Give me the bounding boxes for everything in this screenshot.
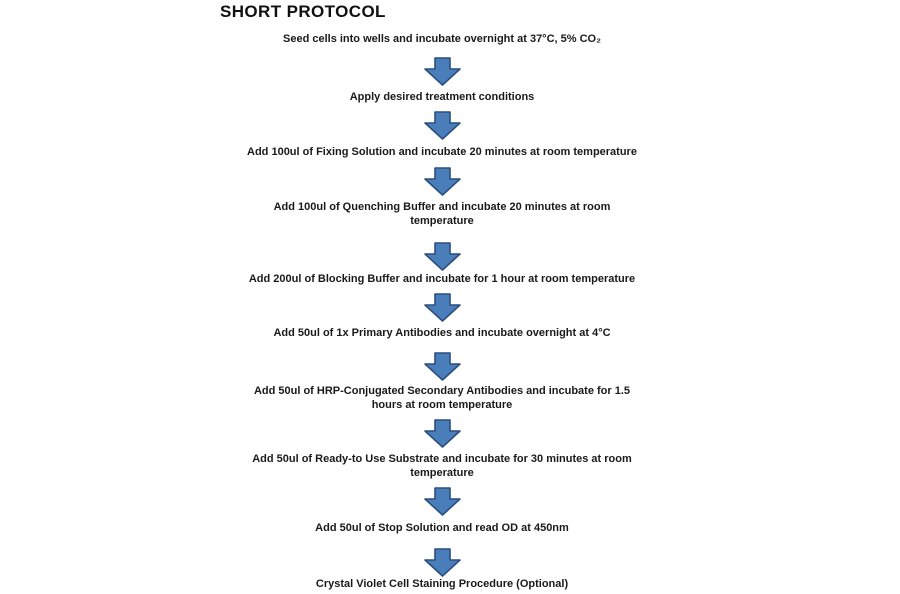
down-arrow-icon xyxy=(424,487,461,516)
arrow-shape xyxy=(425,243,460,270)
step-text: Seed cells into wells and incubate overnight at 37°C, 5% CO₂ xyxy=(283,33,601,45)
step-text: Add 50ul of HRP-Conjugated Secondary Antibodies and incubate for 1.5 xyxy=(253,385,631,397)
step-text: temperature xyxy=(410,467,474,479)
page-title: SHORT PROTOCOL xyxy=(220,2,386,21)
step-4-quenching-buffer xyxy=(0,200,884,228)
arrow-shape xyxy=(425,420,460,447)
step-text: Add 200ul of Blocking Buffer and incubate for 1 hour at room temperature xyxy=(248,273,636,285)
step-7-secondary-antibodies xyxy=(0,384,884,412)
down-arrow-icon xyxy=(424,548,461,577)
arrow-shape xyxy=(425,353,460,380)
step-text: Add 50ul of 1x Primary Antibodies and incubate overnight at 4°C xyxy=(273,327,611,339)
step-8-substrate xyxy=(0,452,884,480)
down-arrow-icon xyxy=(424,167,461,196)
down-arrow-icon xyxy=(424,352,461,381)
arrow-shape xyxy=(425,112,460,139)
down-arrow-icon xyxy=(424,419,461,448)
step-text: Add 100ul of Fixing Solution and incubate 20 minutes at room temperature xyxy=(247,146,637,158)
step-6-primary-antibodies xyxy=(0,326,884,340)
step-text: Add 100ul of Quenching Buffer and incubate 20 minutes at room xyxy=(273,201,611,213)
step-text: temperature xyxy=(410,215,474,227)
step-3-fixing-solution xyxy=(0,145,884,159)
step-text: hours at room temperature xyxy=(371,399,513,411)
down-arrow-icon xyxy=(424,57,461,86)
down-arrow-icon xyxy=(424,242,461,271)
step-9-stop-solution xyxy=(0,521,884,535)
down-arrow-icon xyxy=(424,293,461,322)
down-arrow-icon xyxy=(424,111,461,140)
step-1-seed-cells xyxy=(0,32,884,46)
step-text: Add 50ul of Ready-to Use Substrate and incubate for 30 minutes at room xyxy=(252,453,632,465)
arrow-shape xyxy=(425,168,460,195)
arrow-shape xyxy=(425,294,460,321)
arrow-shape xyxy=(425,549,460,576)
step-5-blocking-buffer xyxy=(0,272,884,286)
step-text: Add 50ul of Stop Solution and read OD at 450nm xyxy=(315,522,569,534)
arrow-shape xyxy=(425,488,460,515)
step-text: Crystal Violet Cell Staining Procedure (Optional) xyxy=(315,578,569,590)
step-10-crystal-violet xyxy=(0,577,884,591)
arrow-shape xyxy=(425,58,460,85)
step-text: Apply desired treatment conditions xyxy=(349,91,535,103)
step-2-apply-treatment xyxy=(0,90,884,104)
